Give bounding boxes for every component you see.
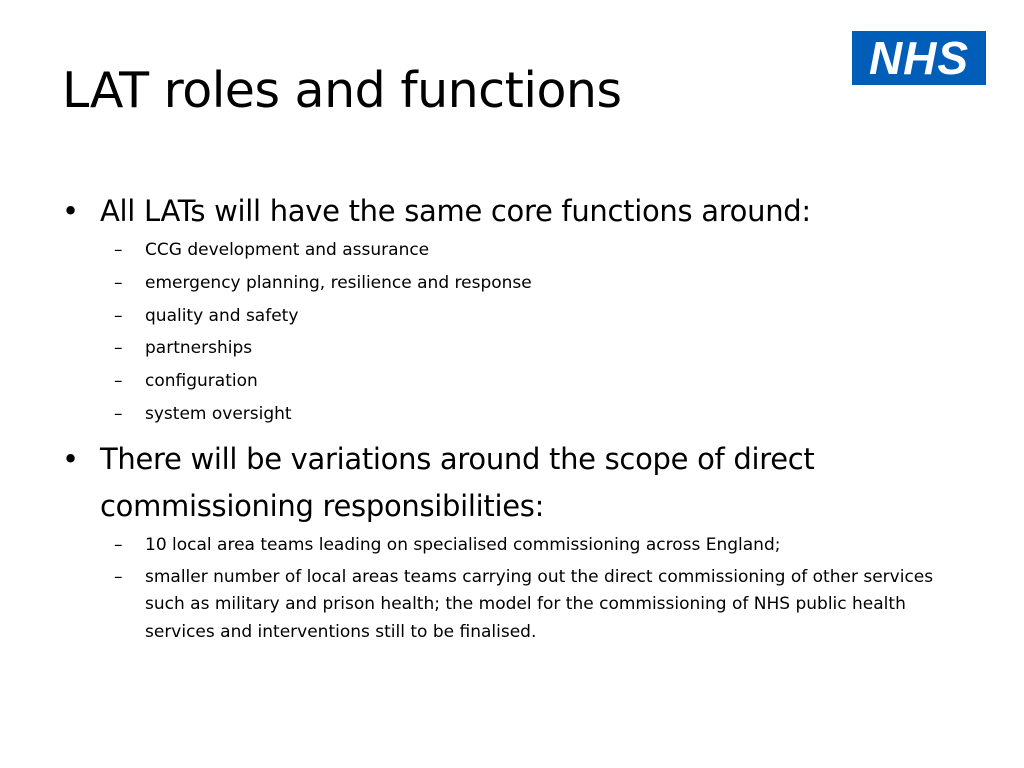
sub-list-core-functions <box>62 237 962 428</box>
sub-item-text: partnerships <box>145 338 253 359</box>
sub-item <box>62 303 962 331</box>
sub-item <box>62 368 962 396</box>
sub-item-text: system oversight <box>145 403 292 424</box>
sub-item <box>62 270 962 298</box>
bullet-direct-commissioning <box>62 436 962 530</box>
bullet-text: All LATs will have the same core functions around: <box>100 194 811 228</box>
sub-item <box>62 564 962 647</box>
dash-marker: – <box>114 305 123 326</box>
sub-item-text: smaller number of local areas teams carrying out the direct commissioning of other services such as military and prison health; the model for the commissioning of NHS public health services and interventions still to be finalised. <box>145 566 934 642</box>
bullet-text: There will be variations around the scope of direct commissioning responsibilities: <box>100 442 815 524</box>
nhs-logo-text: NHS <box>868 32 970 84</box>
sub-item-text: CCG development and assurance <box>145 240 430 260</box>
sub-item-text: emergency planning, resilience and response <box>145 272 532 293</box>
sub-item-text: configuration <box>145 371 258 392</box>
dash-marker: – <box>114 535 123 556</box>
sub-item-text: 10 local area teams leading on specialised commissioning across England; <box>145 535 781 556</box>
slide-title: LAT roles and functions <box>62 62 622 119</box>
dash-marker: – <box>114 240 123 260</box>
sub-item <box>62 335 962 363</box>
dash-marker: – <box>114 403 123 424</box>
sub-item <box>62 237 962 265</box>
dash-marker: – <box>114 566 123 587</box>
sub-item <box>62 401 962 429</box>
dash-marker: – <box>114 272 123 293</box>
sub-item-text: quality and safety <box>145 305 299 326</box>
bullet-core-functions <box>62 188 962 235</box>
dash-marker: – <box>114 338 123 359</box>
sub-item <box>62 532 962 560</box>
bullet-marker: • <box>62 194 79 228</box>
nhs-logo <box>852 31 986 85</box>
bullet-marker: • <box>62 442 79 477</box>
sub-list-direct-commissioning <box>62 532 962 646</box>
dash-marker: – <box>114 371 123 392</box>
slide-body <box>62 188 962 654</box>
